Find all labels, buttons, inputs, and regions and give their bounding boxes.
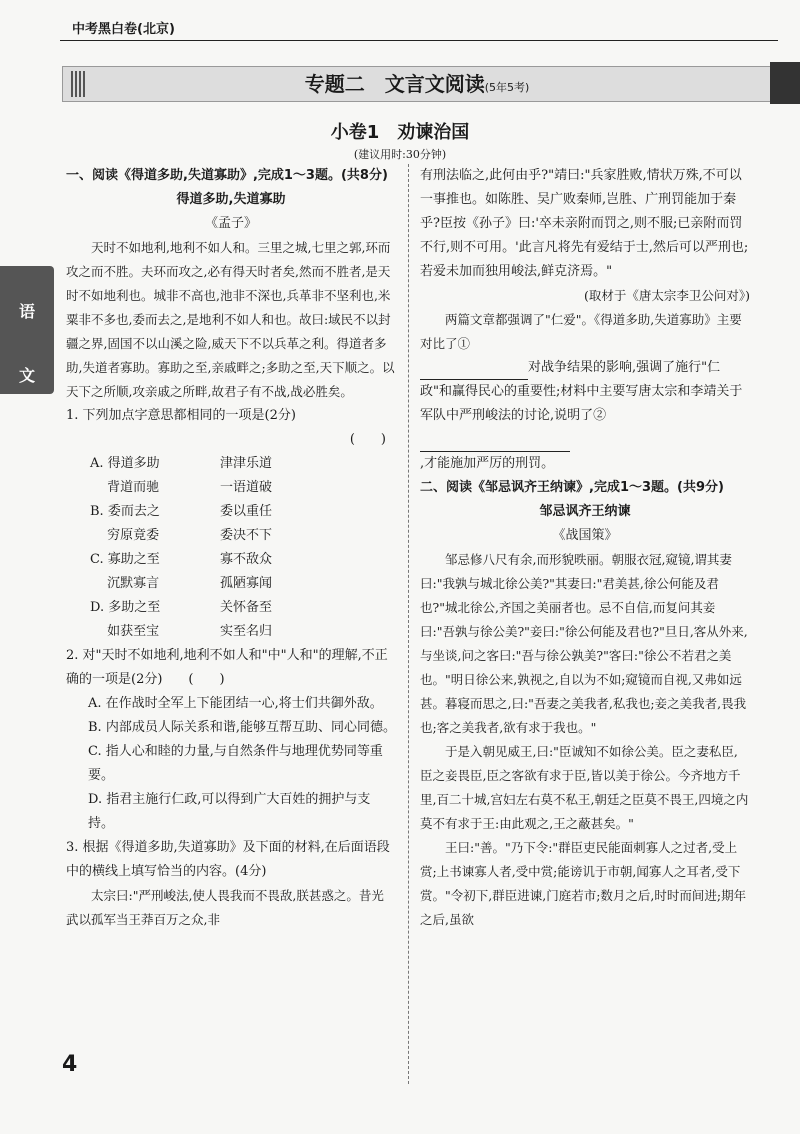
time-hint: (建议用时:30分钟) bbox=[353, 148, 447, 161]
option-pair bbox=[66, 572, 396, 596]
paragraph: 于是入朝见威王,曰:"臣诚知不如徐公美。臣之妻私臣,臣之妾畏臣,臣之客欲有求于臣,皆以美于徐公。今齐地方千里,百二十城,宫妇左右莫不私王,朝廷之臣莫不畏王,四境之内莫不有求于王:由此观之,王之蔽甚矣。" bbox=[420, 744, 749, 831]
paragraph: 有刑法临之,此何由乎?"靖曰:"兵家胜败,情状万殊,不可以一事推也。如陈胜、吴广败秦师,岂胜、广刑罚能加于秦乎?臣按《孙子》曰:'卒未亲附而罚之,则不服;已亲附而罚不行,则不可用。'此言凡将先有爱结于士,然后可以严刑也;若爱未加而独用峻法,鲜克济焉。" bbox=[420, 168, 749, 279]
paragraph: ( ) bbox=[349, 432, 386, 447]
option-right: 孤陋寡闻 bbox=[220, 576, 273, 591]
option-right: 寡不敌众 bbox=[220, 552, 273, 567]
section-heading: 一、阅读《得道多助,失道寡助》,完成1～3题。(共8分) bbox=[66, 168, 388, 183]
banner-stripe bbox=[71, 71, 85, 97]
paragraph: A. 在作战时全军上下能团结一心,将士们共御外敌。 bbox=[88, 696, 383, 711]
paragraph: 《战国策》 bbox=[552, 528, 618, 543]
option-pair bbox=[66, 620, 396, 644]
paragraph: 1. 下列加点字意思都相同的一项是(2分) bbox=[66, 408, 296, 423]
topic-subtitle: (5年5考) bbox=[484, 81, 530, 94]
option-pair bbox=[66, 548, 396, 572]
paragraph: 两篇文章都强调了"仁爱"。《得道多助,失道寡助》主要对比了① bbox=[420, 312, 742, 351]
subject-tab bbox=[0, 266, 54, 394]
page-number: 4 bbox=[62, 1052, 78, 1077]
option-left: B. 委而去之 bbox=[90, 504, 160, 519]
section-heading: 邹忌讽齐王纳谏 bbox=[539, 504, 631, 519]
option-left: 如获至宝 bbox=[90, 624, 160, 639]
option-left: C. 寡助之至 bbox=[90, 552, 160, 567]
option-pair bbox=[66, 524, 396, 548]
paragraph: D. 指君主施行仁政,可以得到广大百姓的拥护与支持。 bbox=[88, 792, 371, 831]
tab-char: 文 bbox=[18, 366, 35, 385]
paragraph: 太宗曰:"严刑峻法,使人畏我而不畏敌,朕甚惑之。昔光武以孤军当王莽百万之众,非 bbox=[66, 888, 384, 927]
option-right: 一语道破 bbox=[220, 480, 273, 495]
option-right: 委以重任 bbox=[220, 504, 273, 519]
paragraph: 邹忌修八尺有余,而形貌昳丽。朝服衣冠,窥镜,谓其妻曰:"我孰与城北徐公美?"其妻曰:"君美甚,徐公何能及君也?"城北徐公,齐国之美丽者也。忌不自信,而复问其妾曰:"吾孰与徐公美?"妾曰:"徐公何能及君也?"旦日,客从外来,与坐谈,问之客曰:"吾与徐公孰美?"客曰:"徐公不若君之美也。"明日徐公来,孰视之,自以为不如;窥镜而自视,又弗如远甚。暮寝而思之,曰:"吾妻之美我者,私我也;妾之美我者,畏我也;客之美我者,欲有求于我也。" bbox=[420, 552, 748, 735]
paragraph: 天时不如地利,地利不如人和。三里之城,七里之郭,环而攻之而不胜。夫环而攻之,必有得天时者矣,然而不胜者,是天时不如地利也。城非不高也,池非不深也,兵革非不坚利也,米粟非不多也,委而去之,是地利不如人和也。故曰:域民不以封疆之界,固国不以山溪之险,威天下不以兵革之利。得道者多助,失道者寡助。寡助之至,亲戚畔之;多助之至,天下顺之。以天下之所顺,攻亲戚之所畔,故君子有不战,战必胜矣。 bbox=[66, 240, 395, 399]
answer-blank[interactable] bbox=[420, 363, 528, 380]
paragraph: 2. 对"天时不如地利,地利不如人和"中"人和"的理解,不正确的一项是(2分) ( ) bbox=[66, 648, 388, 687]
column-divider bbox=[408, 164, 409, 1084]
paragraph: ,才能施加严厉的刑罚。 bbox=[420, 456, 555, 471]
option-left: A. 得道多助 bbox=[90, 456, 160, 471]
option-pair bbox=[66, 476, 396, 500]
option-right: 津津乐道 bbox=[220, 456, 273, 471]
tab-char: 语 bbox=[18, 302, 35, 321]
option-right: 关怀备至 bbox=[220, 600, 273, 615]
option-left: D. 多助之至 bbox=[90, 600, 161, 615]
right-column bbox=[420, 164, 750, 932]
paragraph: 3. 根据《得道多助,失道寡助》及下面的材料,在后面语段中的横线上填写恰当的内容。(4分) bbox=[66, 840, 390, 879]
paragraph: 王曰:"善。"乃下令:"群臣吏民能面刺寡人之过者,受上赏;上书谏寡人者,受中赏;能谤讥于市朝,闻寡人之耳者,受下赏。"令初下,群臣进谏,门庭若市;数月之后,时时而间进;期年之后,虽欲 bbox=[420, 840, 747, 927]
answer-blank[interactable] bbox=[420, 435, 570, 452]
option-left: 沉默寡言 bbox=[90, 576, 160, 591]
paragraph: C. 指人心和睦的力量,与自然条件与地理优势同等重要。 bbox=[88, 744, 383, 783]
option-pair bbox=[66, 452, 396, 476]
topic-banner bbox=[62, 66, 772, 102]
fill-blank-line bbox=[420, 356, 750, 452]
text-run: 对战争结果的影响,强调了施行"仁政"和赢得民心的重要性;材料中主要写唐太宗和李靖关于军队中严刑峻法的讨论,说明了② bbox=[420, 360, 743, 423]
option-pair bbox=[66, 596, 396, 620]
left-column bbox=[66, 164, 396, 932]
paragraph: (取材于《唐太宗李卫公问对》) bbox=[583, 288, 750, 303]
paragraph: B. 内部成员人际关系和谐,能够互帮互助、同心同德。 bbox=[88, 720, 396, 735]
book-header: 中考黑白卷(北京) bbox=[72, 22, 175, 37]
topic-title: 专题二 文言文阅读 bbox=[304, 72, 485, 96]
paper-title: 小卷1 劝谏治国 bbox=[330, 122, 470, 143]
section-heading: 二、阅读《邹忌讽齐王纳谏》,完成1～3题。(共9分) bbox=[420, 480, 724, 495]
option-right: 委决不下 bbox=[220, 528, 273, 543]
header-rule bbox=[60, 40, 778, 41]
banner-edge bbox=[770, 62, 800, 104]
option-right: 实至名归 bbox=[220, 624, 273, 639]
section-heading: 得道多助,失道寡助 bbox=[176, 192, 286, 207]
option-left: 背道而驰 bbox=[90, 480, 160, 495]
option-left: 穷原竟委 bbox=[90, 528, 160, 543]
paragraph: 《孟子》 bbox=[204, 216, 257, 231]
option-pair bbox=[66, 500, 396, 524]
